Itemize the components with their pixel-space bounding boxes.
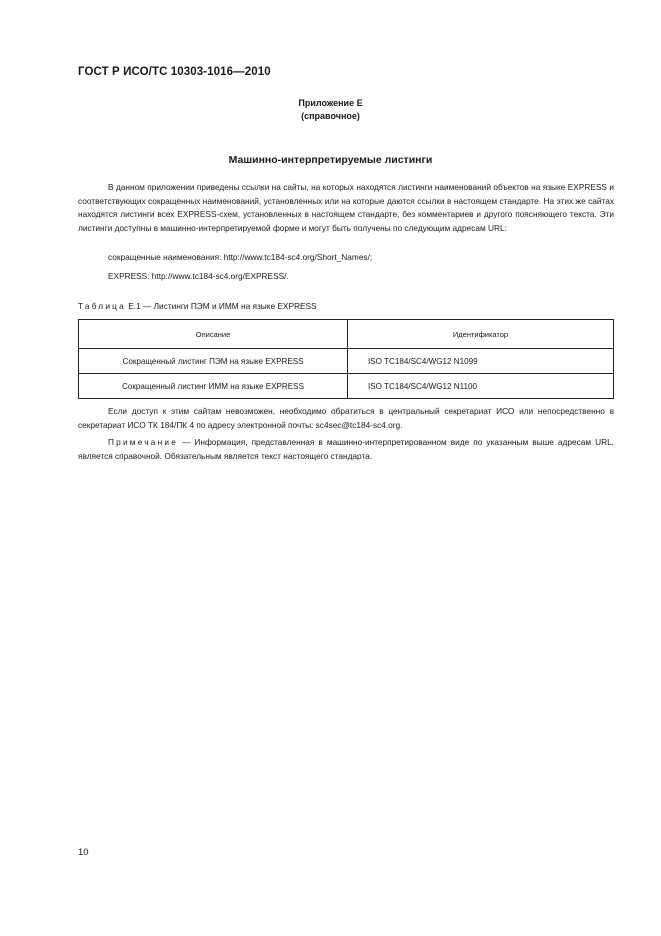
table-caption-word: Таблица [78, 301, 126, 311]
intro-paragraph: В данном приложении приведены ссылки на сайты, на которых находятся листинги наименований объектов на языке EXPRESS и соответствующих сокращенных наименований, установленных или на которые даются ссылки в настоящем стандарте. На этих же сайтах находятся листинги всех EXPRESS-схем, установленных в настоящем стандарте, без комментариев и другого поясняющего текста. Эти листинги доступны в машинно-интерпретируемой форме и могут быть получены по следующим адресам URL: [78, 182, 614, 233]
url-express: EXPRESS: http://www.tc184-sc4.org/EXPRESS/. [108, 271, 289, 281]
annex-heading [0, 97, 661, 123]
row-identifier: ISO TC184/SC4/WG12 N1100 [348, 374, 614, 399]
note-paragraph [78, 436, 614, 463]
header-description: Описание [79, 320, 348, 349]
row-description: Сокращенный листинг ИММ на языке EXPRESS [79, 374, 348, 399]
table-caption [78, 301, 317, 311]
note-label: Примечание [108, 437, 179, 447]
header-identifier: Идентификатор [348, 320, 614, 349]
page-number: 10 [78, 847, 89, 858]
listings-table [78, 319, 614, 399]
section-title: Машинно-интерпретируемые листинги [228, 154, 433, 166]
table-caption-text: Е.1 — Листинги ПЭМ и ИММ на языке EXPRESS [128, 301, 317, 311]
table-header-row [79, 320, 614, 349]
row-identifier: ISO TC184/SC4/WG12 N1099 [348, 349, 614, 374]
url-short-names: сокращенные наименования: http://www.tc184-sc4.org/Short_Names/; [108, 252, 373, 262]
table-row [79, 349, 614, 374]
row-description: Сокращенный листинг ПЭМ на языке EXPRESS [79, 349, 348, 374]
table-row [79, 374, 614, 399]
contact-paragraph: Если доступ к этим сайтам невозможен, необходимо обратиться в центральный секретариат ИСО или непосредственно в секретариат ИСО ТК 184/ПК 4 по адресу электронной почты: sc4sec@tc184-sc4.org. [78, 406, 614, 430]
annex-type: (справочное) [301, 111, 360, 121]
annex-label: Приложение Е [298, 98, 363, 108]
note-text: — Информация, представленная в машинно-интерпретированном виде по указанным выше адресам URL, является справочной. Обязательным является текст настоящего стандарта. [78, 437, 614, 461]
standard-header: ГОСТ Р ИСО/ТС 10303-1016—2010 [78, 66, 271, 78]
